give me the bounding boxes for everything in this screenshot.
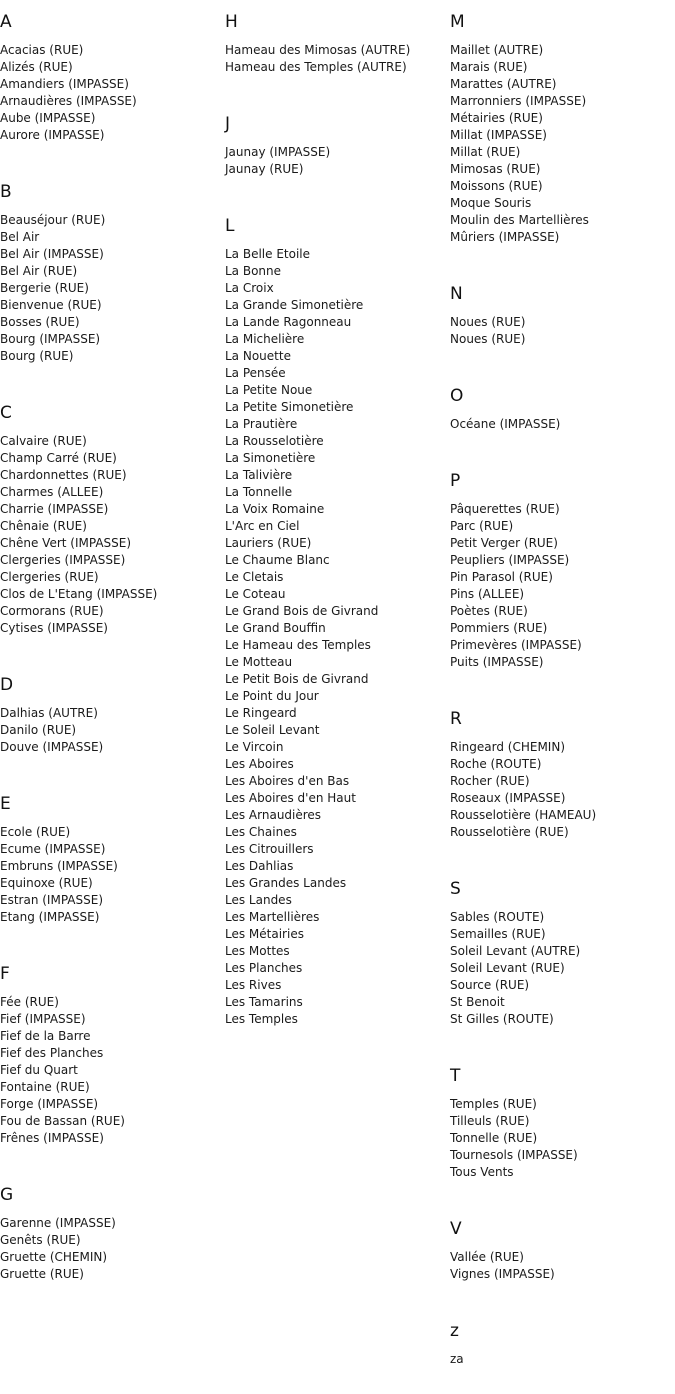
street-list-item: Source (RUE) bbox=[450, 978, 530, 992]
street-list-item: Petit Verger (RUE) bbox=[450, 536, 558, 550]
letter-section bbox=[0, 952, 222, 1173]
street-list-item: Roche (ROUTE) bbox=[450, 757, 542, 771]
street-index-column-3 bbox=[450, 0, 672, 1394]
street-list-item: Le Petit Bois de Givrand bbox=[225, 672, 369, 686]
street-list-item: La Bonne bbox=[225, 264, 282, 278]
street-list-item: Vignes (IMPASSE) bbox=[450, 1267, 555, 1281]
street-list-item: Hameau des Mimosas (AUTRE) bbox=[225, 43, 411, 57]
street-list-item: St Gilles (ROUTE) bbox=[450, 1012, 554, 1026]
street-list-item: Ecume (IMPASSE) bbox=[0, 842, 106, 856]
street-list-item: Amandiers (IMPASSE) bbox=[0, 77, 129, 91]
street-list-item: La Talivière bbox=[225, 468, 293, 482]
letter-section bbox=[450, 1309, 672, 1394]
street-list-item: Marais (RUE) bbox=[450, 60, 528, 74]
street-list-item: Bel Air (IMPASSE) bbox=[0, 247, 104, 261]
street-list-item: Tournesols (IMPASSE) bbox=[450, 1148, 578, 1162]
street-list-item: Les Citrouillers bbox=[225, 842, 314, 856]
letter-section bbox=[0, 170, 222, 391]
street-list-item: za bbox=[450, 1352, 464, 1366]
street-list-item: Les Landes bbox=[225, 893, 292, 907]
street-list-item: Genêts (RUE) bbox=[0, 1233, 81, 1247]
street-list-item: La Lande Ragonneau bbox=[225, 315, 352, 329]
street-list-item: Les Dahlias bbox=[225, 859, 294, 873]
street-list-item: Fief de la Barre bbox=[0, 1029, 91, 1043]
street-list-item: Clergeries (RUE) bbox=[0, 570, 99, 584]
street-list-item: Le Motteau bbox=[225, 655, 293, 669]
street-list-item: Primevères (IMPASSE) bbox=[450, 638, 582, 652]
street-list-item: Bosses (RUE) bbox=[0, 315, 80, 329]
street-list-item: Les Rives bbox=[225, 978, 282, 992]
street-list-item: Chardonnettes (RUE) bbox=[0, 468, 127, 482]
section-letter-heading: z bbox=[450, 1321, 459, 1341]
street-list-item: Les Chaines bbox=[225, 825, 297, 839]
street-list-item: Alizés (RUE) bbox=[0, 60, 73, 74]
street-list-item: Les Martellières bbox=[225, 910, 320, 924]
street-list-item: Calvaire (RUE) bbox=[0, 434, 87, 448]
street-list-item: Cytises (IMPASSE) bbox=[0, 621, 108, 635]
street-list-item: Parc (RUE) bbox=[450, 519, 514, 533]
street-list-item: Pins (ALLEE) bbox=[450, 587, 525, 601]
street-list-item: Charrie (IMPASSE) bbox=[0, 502, 109, 516]
letter-section bbox=[450, 0, 672, 272]
street-list-item: Le Point du Jour bbox=[225, 689, 319, 703]
street-list-item: Pommiers (RUE) bbox=[450, 621, 548, 635]
street-list bbox=[0, 33, 222, 170]
street-list-item: La Rousselotière bbox=[225, 434, 324, 448]
street-list-item: Fée (RUE) bbox=[0, 995, 59, 1009]
street-list-item: Charmes (ALLEE) bbox=[0, 485, 104, 499]
street-list-item: Vallée (RUE) bbox=[450, 1250, 524, 1264]
street-list-item: Les Mottes bbox=[225, 944, 290, 958]
letter-section bbox=[450, 1054, 672, 1207]
section-letter-heading: F bbox=[0, 964, 10, 984]
street-list-item: Lauriers (RUE) bbox=[225, 536, 312, 550]
street-list-item: Roseaux (IMPASSE) bbox=[450, 791, 566, 805]
street-list-item: Fontaine (RUE) bbox=[0, 1080, 90, 1094]
street-list-item: La Pensée bbox=[225, 366, 286, 380]
street-list-item: Millat (RUE) bbox=[450, 145, 521, 159]
street-list-item: Le Ringeard bbox=[225, 706, 297, 720]
street-list-item: Ecole (RUE) bbox=[0, 825, 71, 839]
street-index-column-1 bbox=[0, 0, 222, 1309]
street-list-item: La Petite Simonetière bbox=[225, 400, 354, 414]
street-list-item: La Prautière bbox=[225, 417, 298, 431]
section-letter-heading: D bbox=[0, 675, 14, 695]
street-list-item: Le Grand Bois de Givrand bbox=[225, 604, 379, 618]
street-list-item: Marronniers (IMPASSE) bbox=[450, 94, 587, 108]
section-letter-heading: T bbox=[450, 1066, 461, 1086]
street-list-item: Cormorans (RUE) bbox=[0, 604, 104, 618]
street-list-item: Pin Parasol (RUE) bbox=[450, 570, 553, 584]
street-list bbox=[450, 492, 672, 697]
street-list-item: La Nouette bbox=[225, 349, 291, 363]
letter-section bbox=[450, 867, 672, 1054]
street-list bbox=[225, 135, 447, 204]
letter-section bbox=[450, 374, 672, 459]
street-list-item: La Michelière bbox=[225, 332, 305, 346]
street-list-item: Les Aboires d'en Bas bbox=[225, 774, 350, 788]
street-list-item: Les Aboires bbox=[225, 757, 294, 771]
street-list-item: Ringeard (CHEMIN) bbox=[450, 740, 566, 754]
street-list-item: Les Aboires d'en Haut bbox=[225, 791, 356, 805]
street-list-item: Beauséjour (RUE) bbox=[0, 213, 106, 227]
street-list-item: Jaunay (IMPASSE) bbox=[225, 145, 331, 159]
street-list-item: Les Grandes Landes bbox=[225, 876, 347, 890]
street-list-item: Soleil Levant (RUE) bbox=[450, 961, 565, 975]
letter-section bbox=[225, 204, 447, 1054]
street-list-item: La Belle Etoile bbox=[225, 247, 311, 261]
street-list-item: La Grande Simonetière bbox=[225, 298, 364, 312]
street-list-item: Acacias (RUE) bbox=[0, 43, 84, 57]
street-list-item: Garenne (IMPASSE) bbox=[0, 1216, 116, 1230]
street-list-item: Moque Souris bbox=[450, 196, 532, 210]
street-list-item: Arnaudières (IMPASSE) bbox=[0, 94, 137, 108]
street-list-item: Bourg (IMPASSE) bbox=[0, 332, 101, 346]
street-list-item: Le Soleil Levant bbox=[225, 723, 320, 737]
street-list bbox=[0, 815, 222, 952]
street-list-item: Clos de L'Etang (IMPASSE) bbox=[0, 587, 158, 601]
street-list-item: Jaunay (RUE) bbox=[225, 162, 304, 176]
section-letter-heading: G bbox=[0, 1185, 14, 1205]
street-list-item: Clergeries (IMPASSE) bbox=[0, 553, 126, 567]
street-list bbox=[450, 730, 672, 867]
street-list-item: Equinoxe (RUE) bbox=[0, 876, 93, 890]
street-list bbox=[450, 33, 672, 272]
street-list bbox=[450, 1087, 672, 1207]
street-list-item: Sables (ROUTE) bbox=[450, 910, 545, 924]
street-list-item: Bienvenue (RUE) bbox=[0, 298, 102, 312]
section-letter-heading: R bbox=[450, 709, 462, 729]
street-list-item: Moulin des Martellières bbox=[450, 213, 589, 227]
street-list-item: Fou de Bassan (RUE) bbox=[0, 1114, 125, 1128]
section-letter-heading: H bbox=[225, 12, 238, 32]
street-list-item: Tonnelle (RUE) bbox=[450, 1131, 538, 1145]
street-list-item: Océane (IMPASSE) bbox=[450, 417, 561, 431]
street-list-item: Bergerie (RUE) bbox=[0, 281, 89, 295]
section-letter-heading: O bbox=[450, 386, 464, 406]
street-list-item: Hameau des Temples (AUTRE) bbox=[225, 60, 407, 74]
section-letter-heading: L bbox=[225, 216, 235, 236]
letter-section bbox=[0, 1173, 222, 1309]
street-list bbox=[450, 305, 672, 374]
street-list-item: Les Tamarins bbox=[225, 995, 303, 1009]
letter-section bbox=[0, 663, 222, 782]
street-list-item: L'Arc en Ciel bbox=[225, 519, 300, 533]
street-list-item: Douve (IMPASSE) bbox=[0, 740, 104, 754]
street-list-item: Noues (RUE) bbox=[450, 332, 526, 346]
street-list bbox=[450, 1240, 672, 1309]
street-list bbox=[0, 1206, 222, 1309]
street-list-item: Mimosas (RUE) bbox=[450, 162, 541, 176]
street-list-item: Les Métairies bbox=[225, 927, 304, 941]
section-letter-heading: A bbox=[0, 12, 12, 32]
letter-section bbox=[225, 102, 447, 204]
letter-section bbox=[0, 782, 222, 952]
section-letter-heading: V bbox=[450, 1219, 462, 1239]
street-list-item: Frênes (IMPASSE) bbox=[0, 1131, 104, 1145]
section-letter-heading: S bbox=[450, 879, 461, 899]
street-list-item: La Petite Noue bbox=[225, 383, 313, 397]
section-letter-heading: N bbox=[450, 284, 463, 304]
street-list-item: Maillet (AUTRE) bbox=[450, 43, 544, 57]
street-list-item: Aube (IMPASSE) bbox=[0, 111, 96, 125]
street-list-item: Rousselotière (HAMEAU) bbox=[450, 808, 597, 822]
section-letter-heading: B bbox=[0, 182, 12, 202]
street-list-item: Chêne Vert (IMPASSE) bbox=[0, 536, 132, 550]
section-letter-heading: E bbox=[0, 794, 11, 814]
street-list-item: Estran (IMPASSE) bbox=[0, 893, 103, 907]
street-list-item: Rousselotière (RUE) bbox=[450, 825, 569, 839]
street-list-item: Aurore (IMPASSE) bbox=[0, 128, 105, 142]
street-list-item: Tilleuls (RUE) bbox=[450, 1114, 530, 1128]
letter-section bbox=[225, 0, 447, 102]
letter-section bbox=[0, 0, 222, 170]
street-list-item: Chênaie (RUE) bbox=[0, 519, 87, 533]
street-list-item: Le Vircoin bbox=[225, 740, 284, 754]
street-list-item: Le Grand Bouffin bbox=[225, 621, 326, 635]
street-list-item: Millat (IMPASSE) bbox=[450, 128, 547, 142]
street-list bbox=[450, 900, 672, 1054]
street-list-item: Fief des Planches bbox=[0, 1046, 104, 1060]
street-list-item: Marattes (AUTRE) bbox=[450, 77, 557, 91]
street-list bbox=[0, 424, 222, 663]
street-list-item: Etang (IMPASSE) bbox=[0, 910, 100, 924]
section-letter-heading: M bbox=[450, 12, 465, 32]
section-letter-heading: C bbox=[0, 403, 12, 423]
street-list-item: Le Cletais bbox=[225, 570, 284, 584]
street-list-item: Poètes (RUE) bbox=[450, 604, 528, 618]
street-list bbox=[0, 203, 222, 391]
street-list-item: Noues (RUE) bbox=[450, 315, 526, 329]
letter-section bbox=[450, 459, 672, 697]
street-list-item: Le Chaume Blanc bbox=[225, 553, 330, 567]
street-list-item: Semailles (RUE) bbox=[450, 927, 546, 941]
street-list-item: Bel Air bbox=[0, 230, 40, 244]
section-letter-heading: P bbox=[450, 471, 461, 491]
letter-section bbox=[450, 1207, 672, 1309]
letter-section bbox=[450, 272, 672, 374]
street-list-item: Pâquerettes (RUE) bbox=[450, 502, 560, 516]
street-list-item: La Simonetière bbox=[225, 451, 316, 465]
street-list bbox=[225, 237, 447, 1054]
street-list-item: Le Coteau bbox=[225, 587, 286, 601]
street-list-item: Forge (IMPASSE) bbox=[0, 1097, 99, 1111]
section-letter-heading: J bbox=[225, 114, 231, 134]
street-list bbox=[450, 1342, 672, 1394]
street-list-item: Soleil Levant (AUTRE) bbox=[450, 944, 581, 958]
street-list-item: Champ Carré (RUE) bbox=[0, 451, 117, 465]
street-list bbox=[0, 696, 222, 782]
street-list-item: Métairies (RUE) bbox=[450, 111, 543, 125]
street-list-item: Embruns (IMPASSE) bbox=[0, 859, 118, 873]
street-list-item: Temples (RUE) bbox=[450, 1097, 537, 1111]
street-list-item: Les Planches bbox=[225, 961, 303, 975]
street-list bbox=[225, 33, 447, 102]
street-list-item: Mûriers (IMPASSE) bbox=[450, 230, 560, 244]
street-list-item: Fief (IMPASSE) bbox=[0, 1012, 86, 1026]
street-list-item: Rocher (RUE) bbox=[450, 774, 530, 788]
street-list-item: Gruette (CHEMIN) bbox=[0, 1250, 108, 1264]
street-list-item: St Benoit bbox=[450, 995, 505, 1009]
street-list bbox=[450, 407, 672, 459]
street-list-item: Le Hameau des Temples bbox=[225, 638, 371, 652]
street-list-item: Les Temples bbox=[225, 1012, 298, 1026]
street-list-item: Fief du Quart bbox=[0, 1063, 78, 1077]
street-list-item: La Voix Romaine bbox=[225, 502, 325, 516]
street-list bbox=[0, 985, 222, 1173]
letter-section bbox=[450, 697, 672, 867]
street-list-item: Tous Vents bbox=[450, 1165, 514, 1179]
letter-section bbox=[0, 391, 222, 663]
street-list-item: Les Arnaudières bbox=[225, 808, 322, 822]
street-list-item: Dalhias (AUTRE) bbox=[0, 706, 98, 720]
street-list-item: Peupliers (IMPASSE) bbox=[450, 553, 570, 567]
street-list-item: Puits (IMPASSE) bbox=[450, 655, 544, 669]
street-list-item: Bel Air (RUE) bbox=[0, 264, 78, 278]
street-list-item: Moissons (RUE) bbox=[450, 179, 543, 193]
street-list-item: La Tonnelle bbox=[225, 485, 293, 499]
street-list-item: La Croix bbox=[225, 281, 274, 295]
street-list-item: Danilo (RUE) bbox=[0, 723, 77, 737]
street-list-item: Bourg (RUE) bbox=[0, 349, 74, 363]
street-index-column-2 bbox=[225, 0, 447, 1054]
street-list-item: Gruette (RUE) bbox=[0, 1267, 84, 1281]
